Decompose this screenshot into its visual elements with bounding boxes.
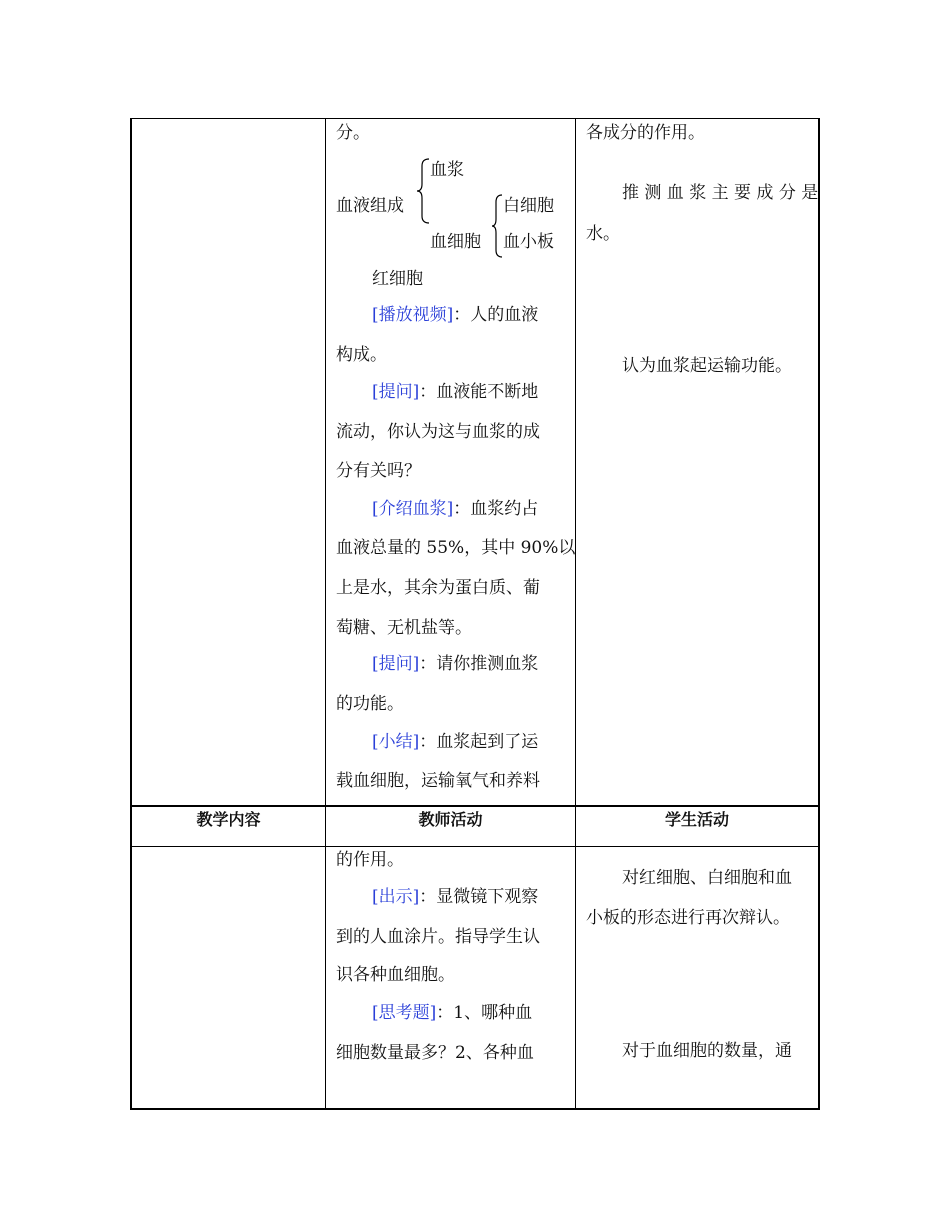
teacher-text-line: 的功能。 — [336, 694, 404, 714]
platelet-label: 血小板 — [503, 232, 554, 252]
teacher-text-line: [介绍血浆]：血浆约占 — [372, 499, 539, 519]
student-text-line: 推 测 血 浆 主 要 成 分 是 — [622, 183, 819, 203]
composition-brace-icon — [416, 158, 430, 224]
teacher-text-line: 的作用。 — [336, 850, 404, 870]
table-border-top — [130, 118, 820, 119]
teacher-text-line: [提问]：血液能不断地 — [372, 382, 539, 402]
white-blood-cell-label: 白细胞 — [503, 196, 554, 216]
table-border-right — [818, 118, 820, 1110]
column-divider-2 — [575, 118, 576, 1110]
table-border-bottom — [130, 1108, 820, 1110]
teacher-text-line: 血液总量的 55%，其中 90%以 — [336, 538, 576, 558]
teacher-text-line: 萄糖、无机盐等。 — [336, 618, 472, 638]
student-text-line: 对红细胞、白细胞和血 — [622, 868, 792, 888]
student-text-line: 水。 — [586, 224, 620, 244]
activity-tag: [小结] — [372, 732, 420, 752]
header-teaching-content: 教学内容 — [196, 810, 261, 829]
header-student-activity: 学生活动 — [664, 810, 729, 829]
activity-tag: [提问] — [372, 654, 420, 674]
teacher-text-line: 流动，你认为这与血浆的成 — [336, 422, 540, 442]
teacher-text-line: 载血细胞，运输氧气和养料 — [336, 771, 540, 791]
teacher-text-line: [出示]：显微镜下观察 — [372, 887, 539, 907]
red-blood-cell-label: 红细胞 — [372, 269, 423, 289]
activity-tag: [提问] — [372, 382, 420, 402]
header-teacher-activity: 教师活动 — [418, 810, 483, 829]
student-text-line: 认为血浆起运输功能。 — [622, 356, 792, 376]
lesson-table — [130, 118, 820, 1110]
header-row-bottom-border — [130, 846, 820, 847]
blood-cells-label: 血细胞 — [430, 232, 481, 252]
student-text-line: 小板的形态进行再次辩认。 — [586, 908, 790, 928]
teacher-text-line: [思考题]：1、哪种血 — [372, 1003, 533, 1023]
activity-tag: [思考题] — [372, 1003, 437, 1023]
activity-tag: [播放视频] — [372, 305, 454, 325]
teacher-text-line: 识各种血细胞。 — [336, 965, 455, 985]
blood-plasma-label: 血浆 — [430, 160, 464, 180]
table-border-left — [130, 118, 132, 1110]
teacher-text-line: 细胞数量最多？2、各种血 — [336, 1043, 534, 1063]
blood-cell-brace-icon — [491, 194, 503, 258]
column-divider-1 — [325, 118, 326, 1110]
student-text-line: 各成分的作用。 — [586, 123, 705, 143]
activity-tag: [出示] — [372, 887, 420, 907]
blood-composition-label: 血液组成 — [336, 196, 404, 216]
header-row-top-border — [130, 805, 820, 807]
teacher-text-line: 构成。 — [336, 345, 387, 365]
teacher-text-line: 分有关吗？ — [336, 461, 421, 481]
teacher-text-line: [播放视频]：人的血液 — [372, 305, 539, 325]
teacher-text-line: 上是水，其余为蛋白质、葡 — [336, 578, 540, 598]
student-text-line: 对于血细胞的数量，通 — [622, 1041, 792, 1061]
teacher-text-line: 到的人血涂片。指导学生认 — [336, 927, 540, 947]
teacher-text-line: 分。 — [336, 123, 370, 143]
teacher-text-line: [小结]：血浆起到了运 — [372, 732, 539, 752]
teacher-text-line: [提问]：请你推测血浆 — [372, 654, 539, 674]
activity-tag: [介绍血浆] — [372, 499, 454, 519]
